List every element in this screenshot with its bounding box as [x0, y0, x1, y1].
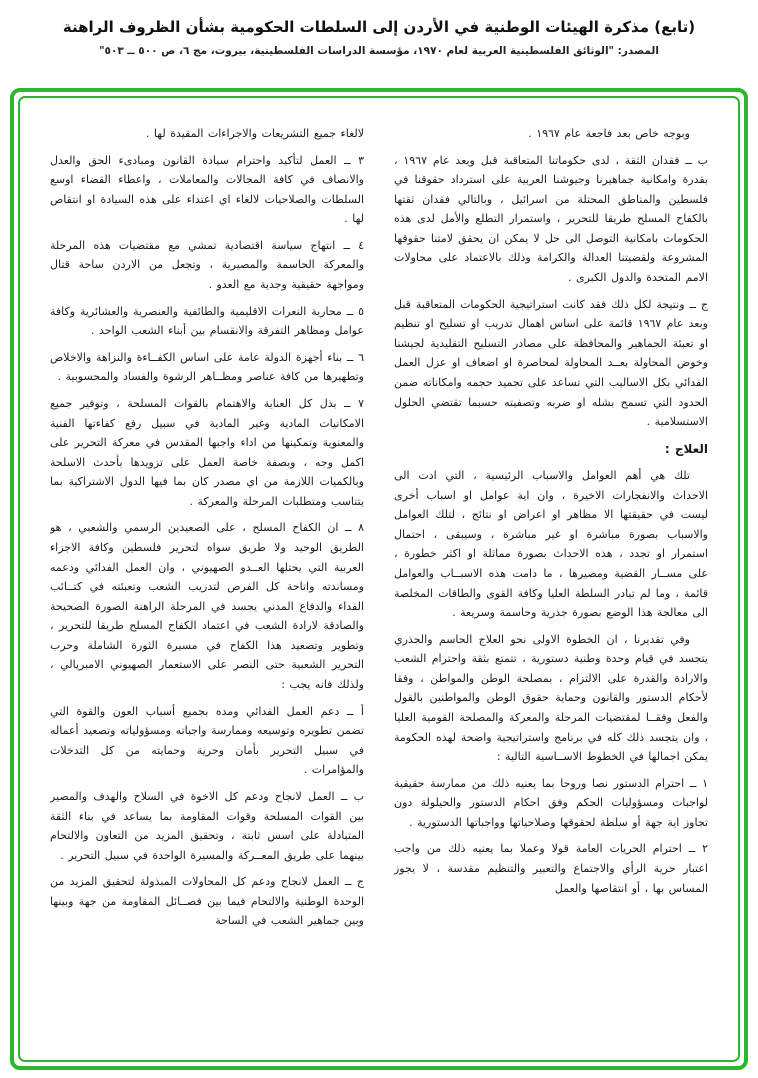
paragraph: ٣ ــ العمل لتأكيد واحترام سيادة القانون ومبادىء الحق والعدل والانصاف في كافة المجالات والمعاملات ، واعطاء القضاء اوسع السلطات والصلاحيات لالغاء اي اعتداء على هذه السيادة او انتقاص لها . — [50, 153, 364, 226]
paragraph: ب ــ فقدان الثقة ، لدى حكوماتنا المتعاقبة قبل وبعد عام ١٩٦٧ ، بقدرة وامكانية جماهيرنا وجيوشنا العربية على استرداد حقوقنا في فلسطين والمناطق المحتلة من اسرائيل ، وبالتالي فقدان ثقتها بالكفاح المسلح طريقا للتحرير ، واستمرار التطلع والأمل لدى هذه الحكومات بامكانية التوصل الى حل لا يمكن ان يحقق لامتنا حقوقها المشروعة ولقضيتنا العدالة والكرامة وذلك بالاعتماد على محاولات الامم المتحدة والدول الكبرى . — [394, 153, 708, 285]
paragraph: لالغاء جميع التشريعات والاجراءات المقيدة لها . — [145, 127, 364, 140]
column-right — [394, 124, 708, 1042]
document-header — [0, 0, 758, 61]
text-columns — [50, 124, 708, 1042]
paragraph: ج ــ ونتيجة لكل ذلك فقد كانت استراتيجية الحكومات المتعاقبة قبل وبعد عام ١٩٦٧ قائمة على اساس اهمال تدريب او تسليح او تنظيم او تعبئة الجماهير والمحافظة على مصادر التسليح التقليدية لجيشنا وخوض المحاولة بعــد المحاولة لمحاصرة او اضعاف او عزل العمل الفدائي بكل الاساليب التي تساعد على تجميد حجمه وامكاناته ضمن الحدود التي تسمح بشله او ضربه وتصفيته حسبما تقتضي الحلول الاستسلامية . — [394, 297, 708, 429]
column-left — [50, 124, 364, 1042]
paragraph: ب ــ العمل لانجاح ودعم كل الاخوة في السلاح والهدف والمصير بين القوات المسلحة وقوات المقاومة بما يساعد في بناء الثقة المتبادلة على اسس ثابتة ، وتحقيق المزيد من التعاون والالتحام بينهما على طريق المعــركة والمسيرة الواحدة في سبيل التحرير . — [50, 789, 364, 862]
green-frame-inner — [18, 96, 740, 1062]
source-citation: المصدر: "الوثائق الفلسطينية العربية لعام ١٩٧٠، مؤسسة الدراسات الفلسطينية، بيروت، مج ٦، ص ٥٠٠ ــ ٥٠٣" — [99, 44, 659, 57]
section-heading: العلاج : — [664, 441, 708, 456]
paragraph: ٦ ــ بناء أجهزة الدولة عامة على اساس الكفــاءة والنزاهة والاخلاص وتطهيرها من كافة عناصر ومظــاهر الرشوة والفساد والمحسوبية . — [50, 350, 364, 384]
paragraph: ج ــ العمل لانجاح ودعم كل المحاولات المبذولة لتحقيق المزيد من الوحدة الوطنية والالتحام فيما بين فصــائل المقاومة من جهة وبينها وبين جماهير الشعب في الساحة — [50, 875, 364, 928]
paragraph: ٤ ــ انتهاج سياسة اقتصادية تمشي مع مقتضيات هذه المرحلة والمعركة الحاسمة والمصيرية ، وتجعل من الاردن ساحة قتال ومواجهة حقيقية وجدية مع العدو . — [50, 238, 364, 292]
paragraph: وفي تقديرنا ، ان الخطوة الاولى نحو العلاج الحاسم والجذري يتجسد في قيام وحدة وطنية دستورية ، تتمتع بثقة واحترام الشعب والارادة والقدرة على الالتزام ، بمصلحة الوطن والمواطن ، وفقا لأحكام الدستور والقانون وحماية حقوق الوطن والمواطنين بالقول والفعل وفقــا لمقتضيات المرحلة والمعركة والمصلحة القومية العليا ، وان يتجسد ذلك كله في برنامج واستراتيجية واضحة لهذه الحكومة يمكن اجمالها في الخطوط الاســاسية التالية : — [394, 632, 708, 764]
paragraph: ٥ ــ محاربة النعرات الاقليمية والطائفية والعنصرية والعشائرية وكافة عوامل ومظاهر التفرقة والانقسام بين أبناء الشعب الواحد . — [50, 304, 364, 338]
paragraph: ١ ــ احترام الدستور نصا وروحا بما يعنيه ذلك من ممارسة حقيقية لواجبات ومسؤوليات الحكم وفق احكام الدستور والحيلولة دون تجاوز اية جهة أو سلطة لحقوقها وصلاحياتها وواجباتها الدستورية . — [394, 776, 708, 829]
green-frame-outer — [10, 88, 748, 1070]
paragraph: أ ــ دعم العمل الفدائي ومده بجميع أسباب العون والقوة التي تضمن تطويره وتوسيعه وممارسة واجباته ومسؤولياته وتصعيد أعماله في سبيل التحرير بأمان وحرية وحمايته من كل التدخلات والمؤامرات . — [50, 704, 364, 777]
paragraph: ٨ ــ ان الكفاح المسلح ، على الصعيدين الرسمي والشعبي ، هو الطريق الوحيد ولا طريق سواه لتحرير فلسطين وكافة الاجزاء العربية التي يحتلها العــدو الصهيوني ، وان العمل الفدائي ودعمه ومساندته واتاحة كل الفرص لتدريب الشعب وتعبئته في كتــائب الفداء والدفاع المدني يجسد في المرحلة الراهنة الصورة الصحيحة والصادقة لارادة الشعب في اعتماد الكفاح المسلح طريقا للتحرير ، وتطوير وتصعيد هذا الكفاح في مسيرة الثورة الشاملة وحرب التحرير الشعبية حتى النصر على الاستعمار الصهيوني الامبريالي ، ولذلك فانه يجب : — [50, 521, 364, 692]
paragraph: تلك هي أهم العوامل والاسباب الرئيسية ، التي ادت الى الاحداث والانفجارات الاخيرة ، وان اية عوامل او اسباب أخرى ليست في حقيقتها الا مظاهر او اعراض او نتائج ، لتلك العوامل والاسباب بصورة مباشرة او غير مباشرة ، وسيبقى ، احتمال استمرار او تجدد ، هذه الاحداث بصورة مماثلة او اكثر خطورة ، على مســار القضية ومصيرها ، ما دامت هذه الاسبــاب والعوامل قائمة ، وما لم تبادر السلطة العليا وكافة القوى والطاقات المخلصة الى معالجة هذا الوضع بصورة جذرية وحاسمة وسريعة . — [394, 469, 708, 620]
page-title: (تابع) مذكرة الهيئات الوطنية في الأردن إلى السلطات الحكومية بشأن الظروف الراهنة — [62, 18, 696, 36]
paragraph: وبوجه خاص بعد فاجعة عام ١٩٦٧ . — [528, 127, 690, 140]
paragraph: ٧ ــ بذل كل العناية والاهتمام بالقوات المسلحة ، وتوفير جميع الامكانيات المادية وغير المادية في سبيل رفع كفاءتها الفنية والمعنوية وتمكينها من اداء واجبها المقدس في معركة التحرير على اكمل وجه ، وبصفة خاصة العمل على تزويدها بأحدث الاسلحة وبالكميات اللازمة من اي مصدر كان بما فيها الدول الاشتراكية بما يتناسب ومتطلبات المرحلة والمعركة . — [50, 396, 364, 508]
paragraph: ٢ ــ احترام الحريات العامة قولا وعملا بما يعنيه ذلك من واجب اعتبار حرية الرأي والاجتماع والتعبير والتنظيم مقدسة ، لا يجوز المساس بها ، أو انتقاصها والعمل — [394, 842, 708, 895]
